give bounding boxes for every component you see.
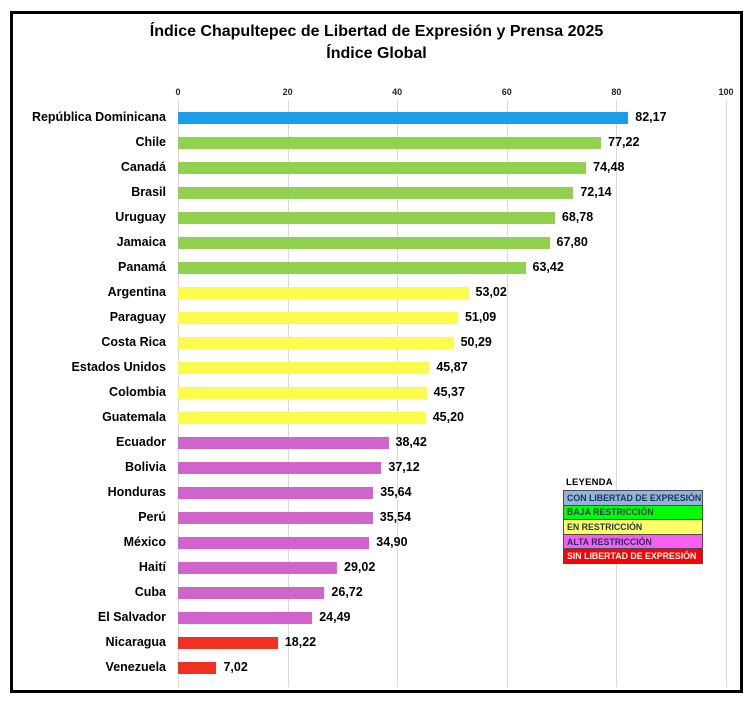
bar-row (0, 655, 753, 680)
bar (178, 412, 426, 424)
country-label: Bolivia (125, 460, 166, 474)
bar (178, 562, 337, 574)
bar-row (0, 180, 753, 205)
value-label: 35,54 (379, 510, 412, 524)
bar (178, 387, 427, 399)
value-label: 67,80 (556, 235, 588, 249)
x-tick-label: 0 (175, 87, 181, 97)
value-label: 7,02 (223, 660, 248, 674)
value-label: 45,37 (433, 385, 465, 399)
country-label: Cuba (134, 585, 166, 599)
bar (178, 262, 526, 274)
bar (178, 512, 373, 524)
bar-row (0, 330, 753, 355)
bar (178, 462, 381, 474)
bar-row (0, 305, 753, 330)
country-label: Ecuador (115, 435, 166, 449)
bar-row (0, 355, 753, 380)
country-label: Guatemala (102, 410, 166, 424)
legend (563, 477, 704, 564)
bar (178, 487, 373, 499)
value-label: 53,02 (475, 285, 507, 299)
value-label: 37,12 (388, 460, 420, 474)
bar-row (0, 255, 753, 280)
bar (178, 537, 369, 549)
country-label: Paraguay (109, 310, 166, 324)
country-label: Haití (138, 560, 166, 574)
bar-row (0, 405, 753, 430)
value-label: 45,87 (436, 360, 468, 374)
country-label: Estados Unidos (71, 360, 166, 374)
bar (178, 637, 278, 649)
bar-row (0, 430, 753, 455)
bar (178, 237, 550, 249)
value-label: 82,17 (635, 110, 667, 124)
country-label: Argentina (107, 285, 166, 299)
bar (178, 287, 469, 299)
bar (178, 137, 601, 149)
value-label: 74,48 (593, 160, 625, 174)
country-label: Costa Rica (101, 335, 166, 349)
value-label: 45,20 (432, 410, 464, 424)
value-label: 38,42 (395, 435, 427, 449)
bar (178, 437, 389, 449)
country-label: Brasil (131, 185, 166, 199)
legend-item (563, 519, 703, 535)
bar-row (0, 130, 753, 155)
bar-row (0, 205, 753, 230)
legend-item (563, 505, 703, 521)
bar-row (0, 105, 753, 130)
legend-item-label: EN RESTRICCIÓN (567, 521, 643, 532)
bar-row (0, 280, 753, 305)
legend-item-label: SIN LIBERTAD DE EXPRESIÓN (567, 551, 697, 562)
bar (178, 662, 216, 674)
bar-row (0, 580, 753, 605)
legend-item-label: ALTA RESTRICCIÓN (567, 536, 652, 547)
x-tick-label: 60 (501, 87, 512, 97)
bar (178, 612, 312, 624)
country-label: Nicaragua (105, 635, 166, 649)
country-label: Panamá (118, 260, 166, 274)
value-label: 34,90 (376, 535, 408, 549)
value-label: 26,72 (331, 585, 363, 599)
x-tick-label: 100 (718, 87, 734, 97)
chart-title-line2: Índice Global (326, 45, 427, 62)
bar (178, 362, 429, 374)
bar (178, 162, 586, 174)
value-label: 77,22 (608, 135, 640, 149)
country-label: Venezuela (105, 660, 166, 674)
legend-item (563, 548, 703, 564)
value-label: 29,02 (344, 560, 376, 574)
value-label: 72,14 (580, 185, 612, 199)
bar (178, 312, 458, 324)
x-tick-label: 80 (611, 87, 622, 97)
bar (178, 112, 628, 124)
country-label: Honduras (107, 485, 166, 499)
x-tick-label: 40 (392, 87, 403, 97)
country-label: Uruguay (115, 210, 166, 224)
country-label: México (123, 535, 166, 549)
country-label: Chile (135, 135, 166, 149)
value-label: 35,64 (380, 485, 412, 499)
legend-items (563, 490, 703, 564)
value-label: 24,49 (319, 610, 351, 624)
chart-title (0, 21, 753, 65)
bar (178, 587, 324, 599)
value-label: 68,78 (561, 210, 594, 224)
bar (178, 337, 454, 349)
country-label: El Salvador (97, 610, 166, 624)
country-label: Colombia (109, 385, 166, 399)
country-label: República Dominicana (31, 110, 166, 124)
chart-title-line1: Índice Chapultepec de Libertad de Expresión y Prensa 2025 (149, 23, 604, 40)
country-label: Jamaica (116, 235, 166, 249)
bar (178, 187, 573, 199)
bar-row (0, 630, 753, 655)
x-tick-label: 20 (282, 87, 293, 97)
bar (178, 212, 555, 224)
bar-row (0, 380, 753, 405)
legend-title: LEYENDA (566, 477, 613, 488)
value-label: 63,42 (532, 260, 564, 274)
country-label: Canadá (120, 160, 166, 174)
legend-item (563, 490, 703, 506)
value-label: 50,29 (460, 335, 492, 349)
legend-item-label: CON LIBERTAD DE EXPRESIÓN (567, 492, 702, 503)
bar-row (0, 605, 753, 630)
country-label: Perú (138, 510, 166, 524)
legend-item-label: BAJA RESTRICCIÓN (567, 507, 654, 518)
value-label: 51,09 (464, 310, 497, 324)
bar-row (0, 230, 753, 255)
legend-item (563, 534, 703, 550)
value-label: 18,22 (284, 635, 317, 649)
bar-row (0, 155, 753, 180)
